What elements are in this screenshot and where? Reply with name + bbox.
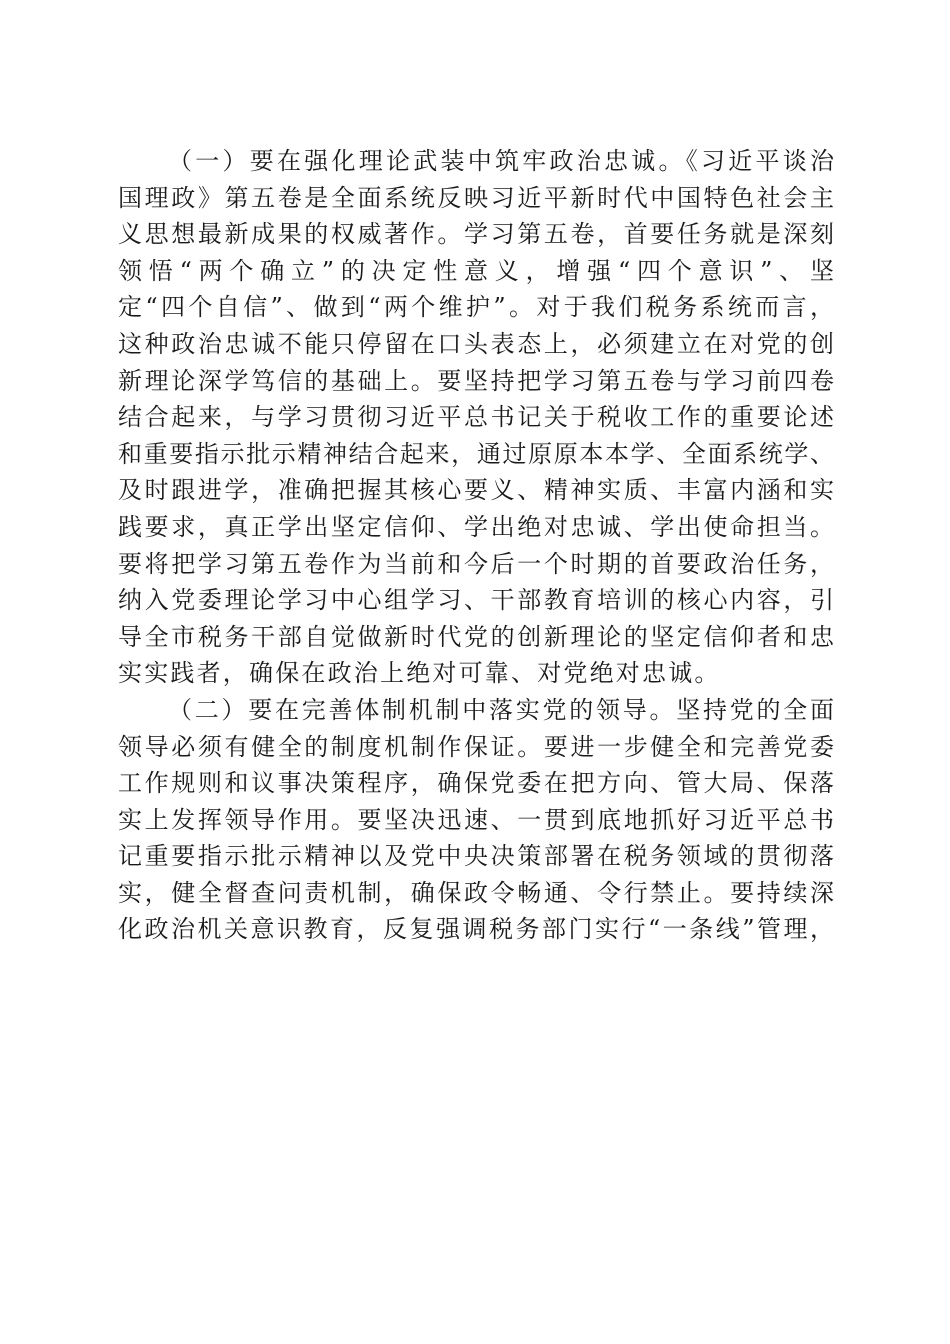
text-line: 纳入党委理论学习中心组学习、干部教育培训的核心内容，引 — [118, 586, 834, 615]
text-line: 实，健全督查问责机制，确保政令畅通、令行禁止。要持续深 — [118, 878, 834, 907]
text-line: 践要求，真正学出坚定信仰、学出绝对忠诚、学出使命担当。 — [118, 512, 834, 541]
text-line: 导全市税务干部自觉做新时代党的创新理论的坚定信仰者和忠 — [118, 622, 834, 651]
text-line: 实实践者，确保在政治上绝对可靠、对党绝对忠诚。 — [118, 659, 721, 688]
text-line: （一）要在强化理论武装中筑牢政治忠诚。《习近平谈治 — [168, 147, 834, 175]
text-line: 工作规则和议事决策程序，确保党委在把方向、管大局、保落 — [118, 769, 834, 798]
text-line: 领悟“两个确立”的决定性意义，增强“四个意识”、坚 — [118, 256, 834, 285]
text-line: 义思想最新成果的权威著作。学习第五卷，首要任务就是深刻 — [118, 220, 834, 249]
text-line: 及时跟进学，准确把握其核心要义、精神实质、丰富内涵和实 — [118, 476, 834, 505]
text-line: 要将把学习第五卷作为当前和今后一个时期的首要政治任务， — [118, 549, 834, 578]
text-line: 定“四个自信”、做到“两个维护”。对于我们税务系统而言， — [118, 293, 834, 322]
text-line: 记重要指示批示精神以及党中央决策部署在税务领域的贯彻落 — [118, 842, 834, 871]
text-line: 新理论深学笃信的基础上。要坚持把学习第五卷与学习前四卷 — [118, 366, 834, 395]
paragraph-2 — [118, 692, 834, 948]
text-line: 国理政》第五卷是全面系统反映习近平新时代中国特色社会主 — [118, 183, 834, 212]
text-line: 和重要指示批示精神结合起来，通过原原本本学、全面系统学、 — [118, 439, 834, 468]
document-body — [118, 143, 834, 948]
paragraph-1 — [118, 143, 834, 692]
text-line: 这种政治忠诚不能只停留在口头表态上，必须建立在对党的创 — [118, 329, 834, 358]
text-line: （二）要在完善体制机制中落实党的领导。坚持党的全面 — [168, 695, 834, 724]
text-line: 结合起来，与学习贯彻习近平总书记关于税收工作的重要论述 — [118, 403, 834, 432]
text-line: 化政治机关意识教育，反复强调税务部门实行“一条线”管理， — [118, 915, 834, 944]
text-line: 实上发挥领导作用。要坚决迅速、一贯到底地抓好习近平总书 — [118, 805, 834, 834]
text-line: 领导必须有健全的制度机制作保证。要进一步健全和完善党委 — [118, 732, 834, 761]
